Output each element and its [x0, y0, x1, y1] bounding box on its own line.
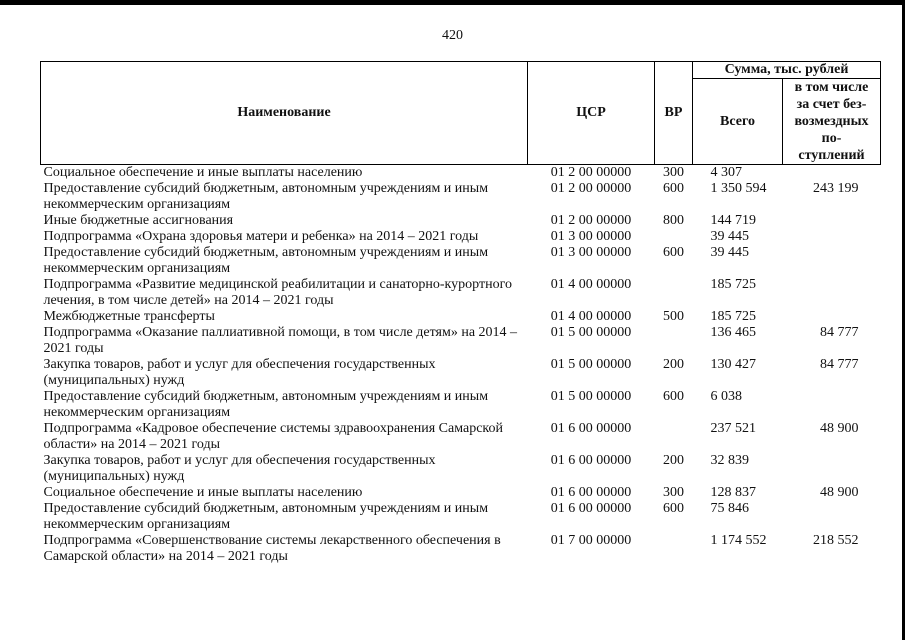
row-csr: 01 4 00 00000 [550, 309, 632, 324]
table-row [41, 181, 881, 213]
table-row [41, 309, 881, 325]
row-csr: 01 5 00 00000 [550, 325, 632, 340]
row-name: Иные бюджетные ассигнования [43, 213, 234, 228]
row-total: 130 427 [710, 357, 756, 372]
row-free [783, 501, 881, 533]
row-name: Предоставление субсидий бюджетным, автономным учреждениям и иным некоммерческим организациям [43, 245, 489, 276]
row-total: 185 725 [710, 277, 756, 292]
row-name: Социальное обеспечение и иные выплаты населению [43, 165, 363, 180]
budget-table [40, 61, 881, 565]
row-csr: 01 6 00 00000 [550, 453, 632, 468]
table-row [41, 389, 881, 421]
row-free [783, 389, 881, 421]
table-row [41, 357, 881, 389]
row-free [783, 309, 881, 325]
row-csr: 01 3 00 00000 [550, 245, 632, 260]
row-total: 144 719 [710, 213, 756, 228]
table-header [41, 62, 881, 165]
row-vr [655, 325, 693, 357]
row-csr: 01 4 00 00000 [550, 277, 632, 292]
row-total: 1 350 594 [710, 181, 767, 196]
row-csr: 01 6 00 00000 [550, 501, 632, 516]
row-csr: 01 7 00 00000 [550, 533, 632, 548]
header-name: Наименование [41, 62, 528, 165]
row-total: 39 445 [710, 229, 749, 244]
row-free [783, 245, 881, 277]
table-row [41, 325, 881, 357]
row-name: Подпрограмма «Развитие медицинской реабилитации и санаторно-курортного лечения, в том числе детей» на 2014 – 2021 годы [43, 277, 512, 308]
row-free: 218 552 [813, 533, 859, 548]
row-vr: 200 [663, 357, 684, 372]
row-csr: 01 2 00 00000 [550, 181, 632, 196]
page-number: 420 [442, 28, 463, 43]
row-total: 237 521 [710, 421, 756, 436]
row-total: 128 837 [710, 485, 756, 500]
header-free-line: ступлений [798, 148, 865, 163]
row-vr [655, 229, 693, 245]
header-free-line: возмездных [794, 114, 869, 129]
row-csr: 01 6 00 00000 [550, 485, 632, 500]
row-free: 48 900 [820, 421, 859, 436]
row-total: 39 445 [710, 245, 749, 260]
header-free [783, 79, 881, 165]
row-name: Подпрограмма «Совершенствование системы лекарственного обеспечения в Самарской области» на 2014 – 2021 годы [43, 533, 501, 564]
row-csr: 01 2 00 00000 [550, 165, 632, 180]
row-total: 4 307 [710, 165, 742, 180]
row-free: 243 199 [813, 181, 859, 196]
row-free [783, 229, 881, 245]
row-total: 136 465 [710, 325, 756, 340]
row-vr: 800 [663, 213, 684, 228]
row-vr: 200 [663, 453, 684, 468]
row-free [783, 453, 881, 485]
row-name: Подпрограмма «Кадровое обеспечение системы здравоохранения Самарской области» на 2014 – 2021 годы [43, 421, 503, 452]
table-row [41, 277, 881, 309]
row-vr [655, 421, 693, 453]
row-vr: 300 [663, 165, 684, 180]
header-total: Всего [693, 79, 783, 165]
row-vr: 500 [663, 309, 684, 324]
table-row [41, 213, 881, 229]
row-free [783, 277, 881, 309]
row-total: 32 839 [710, 453, 749, 468]
row-vr: 600 [663, 181, 684, 196]
row-name: Социальное обеспечение и иные выплаты населению [43, 485, 363, 500]
row-csr: 01 5 00 00000 [550, 357, 632, 372]
row-total: 1 174 552 [710, 533, 767, 548]
row-name: Предоставление субсидий бюджетным, автономным учреждениям и иным некоммерческим организациям [43, 181, 489, 212]
row-csr: 01 6 00 00000 [550, 421, 632, 436]
row-name: Межбюджетные трансферты [43, 309, 215, 324]
row-total: 75 846 [710, 501, 749, 516]
header-sum: Сумма, тыс. рублей [693, 62, 881, 79]
table-row [41, 245, 881, 277]
table-row [41, 485, 881, 501]
row-name: Подпрограмма «Охрана здоровья матери и ребенка» на 2014 – 2021 годы [43, 229, 479, 244]
table-row [41, 229, 881, 245]
header-free-line: в том числе [794, 80, 869, 95]
row-name: Предоставление субсидий бюджетным, автономным учреждениям и иным некоммерческим организациям [43, 501, 489, 532]
table-row [41, 165, 881, 182]
row-free [783, 213, 881, 229]
table-row [41, 421, 881, 453]
table-row [41, 501, 881, 533]
header-vr: ВР [655, 62, 693, 165]
header-csr: ЦСР [528, 62, 655, 165]
scan-border-top [0, 0, 905, 5]
table-row [41, 453, 881, 485]
row-free [783, 165, 881, 182]
row-name: Подпрограмма «Оказание паллиативной помощи, в том числе детям» на 2014 – 2021 годы [43, 325, 518, 356]
row-csr: 01 5 00 00000 [550, 389, 632, 404]
row-vr: 600 [663, 245, 684, 260]
table-row [41, 533, 881, 565]
header-free-line: по- [821, 131, 842, 146]
row-total: 185 725 [710, 309, 756, 324]
row-total: 6 038 [710, 389, 742, 404]
row-free: 48 900 [820, 485, 859, 500]
header-free-line: за счет без- [796, 97, 867, 112]
row-csr: 01 2 00 00000 [550, 213, 632, 228]
row-name: Предоставление субсидий бюджетным, автономным учреждениям и иным некоммерческим организациям [43, 389, 489, 420]
row-csr: 01 3 00 00000 [550, 229, 632, 244]
row-vr: 600 [663, 389, 684, 404]
table-body [41, 165, 881, 566]
row-vr [655, 277, 693, 309]
row-free: 84 777 [820, 325, 859, 340]
row-name: Закупка товаров, работ и услуг для обеспечения государственных (муниципальных) нужд [43, 453, 436, 484]
row-vr: 300 [663, 485, 684, 500]
row-free: 84 777 [820, 357, 859, 372]
row-vr [655, 533, 693, 565]
row-name: Закупка товаров, работ и услуг для обеспечения государственных (муниципальных) нужд [43, 357, 436, 388]
row-vr: 600 [663, 501, 684, 516]
